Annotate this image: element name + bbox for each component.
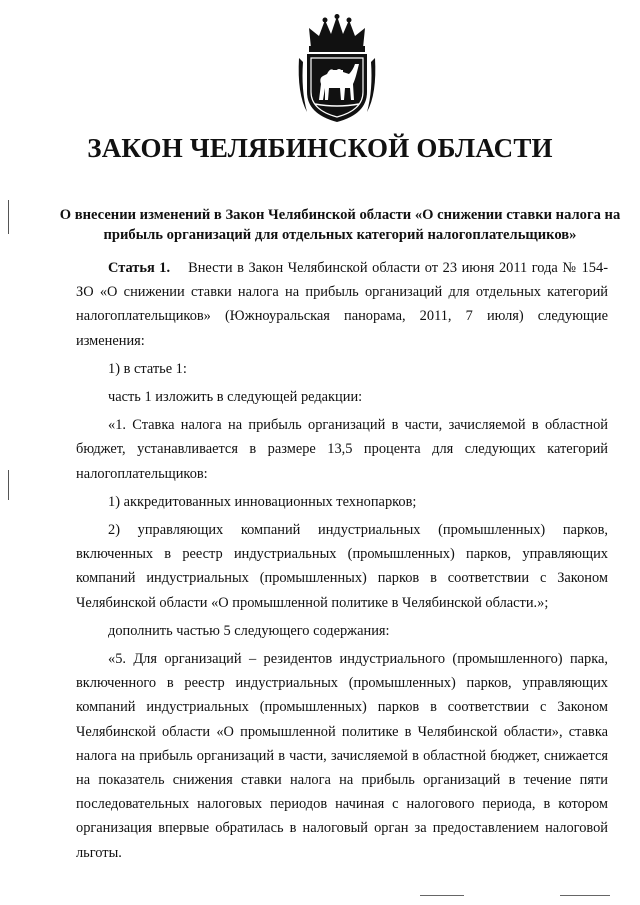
- coat-of-arms-emblem: [297, 14, 377, 126]
- scan-margin-mark: [8, 470, 9, 500]
- paragraph-5: 1) аккредитованных инновационных технопарков;: [108, 493, 417, 510]
- paragraph-7: дополнить частью 5 следующего содержания:: [108, 622, 390, 639]
- article-1-intro: [76, 256, 608, 353]
- paragraph-8: «5. Для организаций – резидентов индустриального (промышленного) парка, включенного в реестр индустриальных (промышленных) парков, управляющих компаний индустриальных (промышленных) парков в соответствии с Законом Челябинской области «О промышленной политике в Челябинской области», ставка налога на прибыль организаций в части, зачисляемой в областной бюджет, снижается на показатель снижения ставки налога на прибыль организаций в течение пяти последовательных налоговых периодов начиная с налогового периода, в котором организация впервые обратилась в налоговый орган за предоставлением налоговой льготы.: [76, 651, 608, 861]
- footer-rule: [420, 895, 464, 896]
- footer-rule: [560, 895, 610, 896]
- document-body: [76, 256, 608, 869]
- paragraph-2: 1) в статье 1:: [108, 360, 187, 377]
- paragraph-1: Внести в Закон Челябинской области от 23 июня 2011 года № 154-ЗО «О снижении ставки налога на прибыль организаций для отдельных категорий налогоплательщиков» (Южноуральская панорама, 2011, 7 июля) следующие изменения:: [76, 260, 608, 349]
- article-label: Статья 1.: [108, 260, 171, 276]
- paragraph-4: «1. Ставка налога на прибыль организаций в части, зачисляемой в областной бюджет, устанавливается в размере 13,5 процента для следующих категорий налогоплательщиков:: [76, 417, 608, 482]
- paragraph-6: 2) управляющих компаний индустриальных (промышленных) парков, включенных в реестр индустриальных (промышленных) парков, управляющих компаний индустриальных (промышленных) парков в соответствии с Законом Челябинской области «О промышленной политике в Челябинской области.»;: [76, 522, 608, 611]
- paragraph-3: часть 1 изложить в следующей редакции:: [108, 389, 363, 406]
- document-title: ЗАКОН ЧЕЛЯБИНСКОЙ ОБЛАСТИ: [87, 133, 553, 163]
- document-subtitle: О внесении изменений в Закон Челябинской области «О снижении ставки налога на прибыль организаций для отдельных категорий налогоплательщиков»: [59, 207, 621, 243]
- scan-margin-mark: [8, 200, 9, 234]
